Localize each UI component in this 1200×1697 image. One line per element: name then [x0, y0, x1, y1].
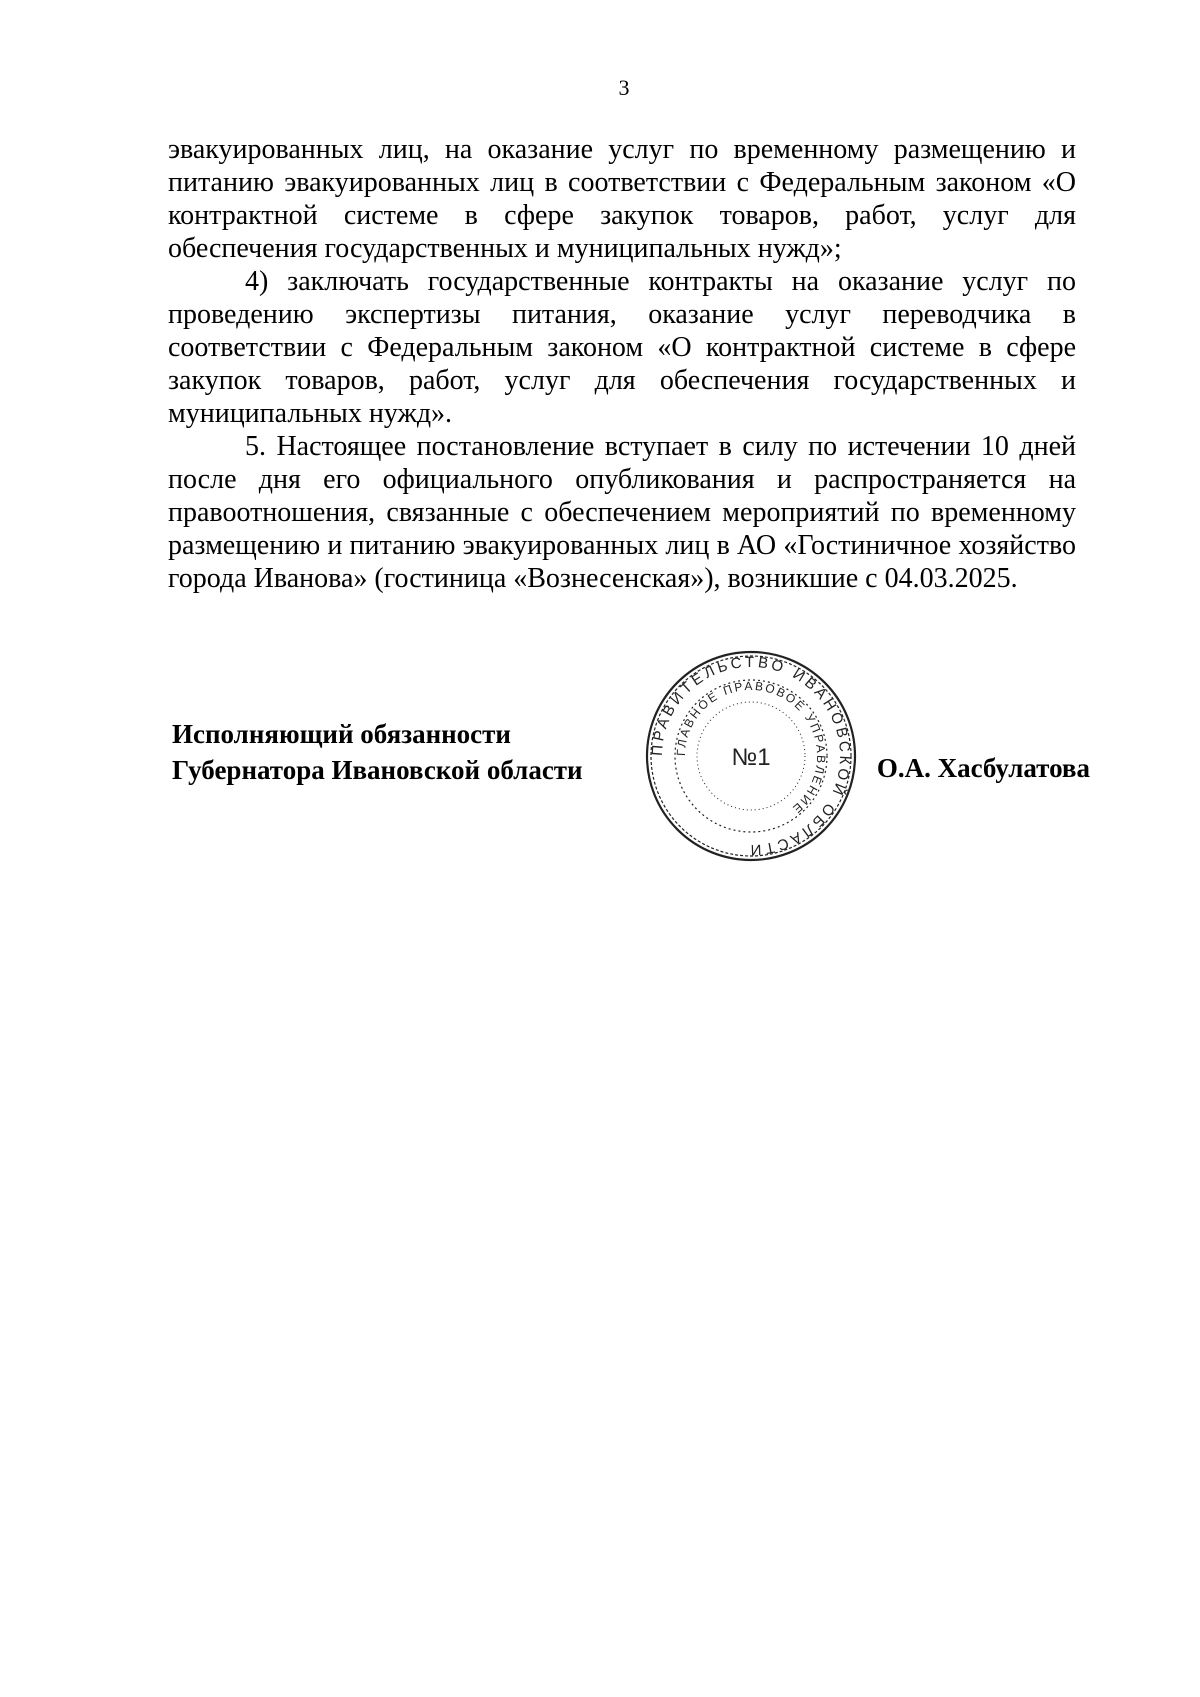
page-number: 3 [618, 75, 630, 100]
seal-outer-text: ПРАВИТЕЛЬСТВО ИВАНОВСКОЙ ОБЛАСТИ [648, 653, 854, 859]
signer-name: О.А. Хасбулатова [876, 753, 1090, 783]
seal-center-text: №1 [731, 744, 771, 771]
signer-title [172, 716, 583, 788]
signer-title-line-1: Исполняющий обязанности [172, 719, 511, 749]
paragraph-continuation: эвакуированных лиц, на оказание услуг по временному размещению и питанию эвакуированных лиц в соответствии с Федеральным законом «О контрактной системе в сфере закупок товаров, работ, услуг для обеспечения государственных и муниципальных нужд»; [168, 134, 1076, 264]
seal-inner-text: ГЛАВНОЕ ПРАВОВОЕ УПРАВЛЕНИЕ [673, 678, 829, 818]
signer-title-line-2: Губернатора Ивановской области [172, 755, 583, 785]
signature-block [170, 653, 1090, 956]
official-seal [643, 648, 859, 864]
paragraph-item-4: 4) заключать государственные контракты на оказание услуг по проведению экспертизы питания, оказание услуг переводчика в соответствии с Федеральным законом «О контрактной системе в сфере закупок товаров, работ, услуг для обеспечения государственных и муниципальных нужд». [168, 266, 1076, 429]
paragraph-item-5: 5. Настоящее постановление вступает в силу по истечении 10 дней после дня его официального опубликования и распространяется на правоотношения, связанные с обеспечением мероприятий по временному размещению и питанию эвакуированных лиц в АО «Гостиничное хозяйство города Иванова» (гостиница «Вознесенская»), возникшие с 04.03.2025. [168, 431, 1076, 594]
document-body [168, 133, 1076, 595]
